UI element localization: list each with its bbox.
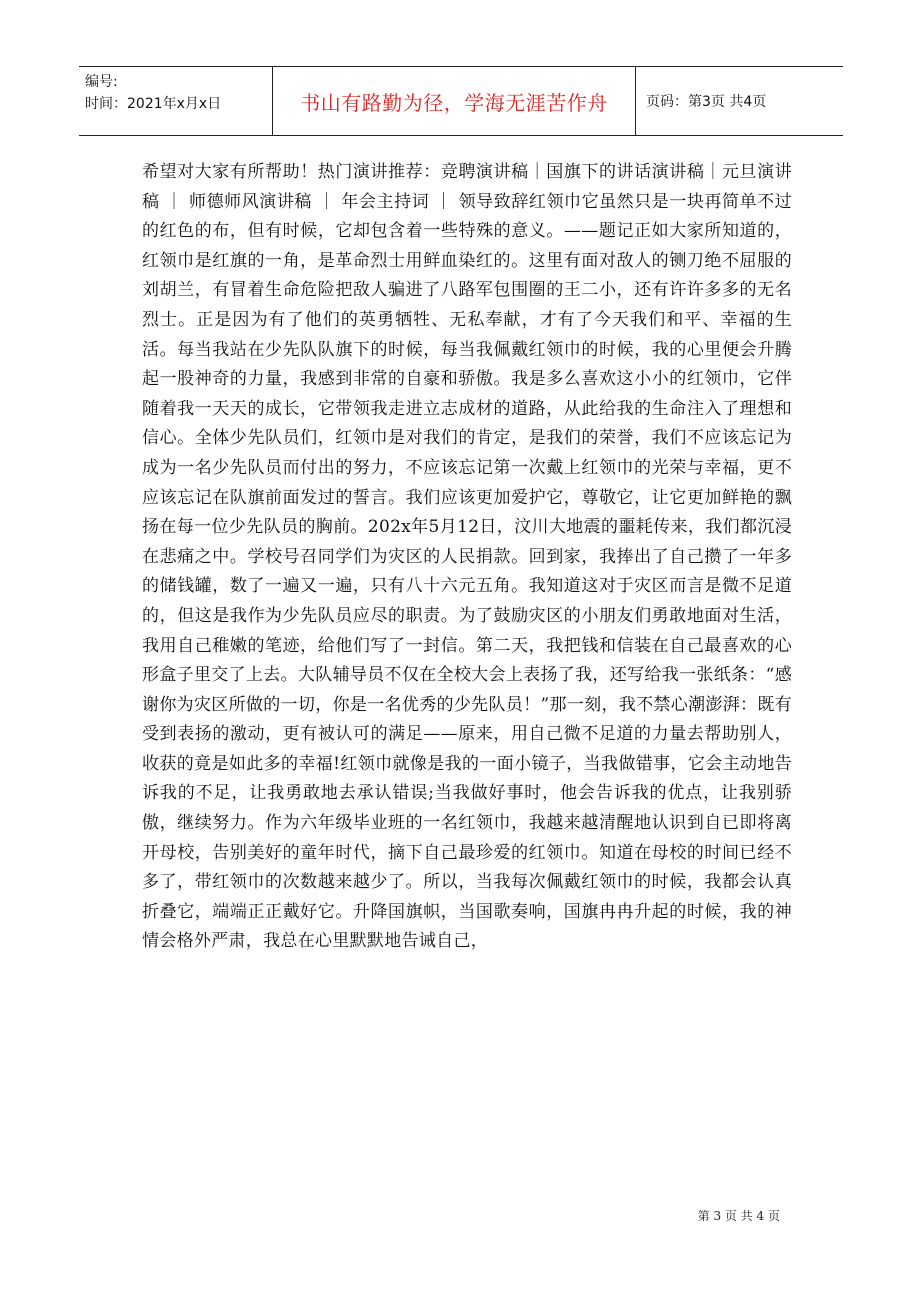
document-header	[79, 66, 843, 136]
header-motto: 书山有路勤为径，学海无涯苦作舟	[273, 67, 636, 135]
header-page-info: 页码：第3页 共4页	[646, 94, 767, 110]
header-meta	[79, 67, 273, 135]
page-footer: 第 3 页 共 4 页	[697, 1209, 780, 1223]
date-label: 时间：2021年x月x日	[85, 96, 222, 112]
body-paragraph: 希望对大家有所帮助！热门演讲推荐：竞聘演讲稿｜国旗下的讲话演讲稿｜元旦演讲稿 ｜ 师德师风演讲稿 ｜ 年会主持词 ｜ 领导致辞红领巾它虽然只是一块再简单不过的红色的布，但有时候，它却包含着一些特殊的意义。——题记正如大家所知道的，红领巾是红旗的一角，是革命烈士用鲜血染红的。这里有面对敌人的铡刀绝不屈服的刘胡兰，有冒着生命危险把敌人骗进了八路军包围圈的王二小，还有许许多多的无名烈士。正是因为有了他们的英勇牺牲、无私奉献，才有了今天我们和平、幸福的生活。每当我站在少先队队旗下的时候，每当我佩戴红领巾的时候，我的心里便会升腾起一股神奇的力量，我感到非常的自豪和骄傲。我是多么喜欢这小小的红领巾，它伴随着我一天天的成长，它带领我走进立志成材的道路，从此给我的生命注入了理想和信心。全体少先队员们，红领巾是对我们的肯定，是我们的荣誉，我们不应该忘记为成为一名少先队员而付出的努力，不应该忘记第一次戴上红领巾的光荣与幸福，更不应该忘记在队旗前面发过的誓言。我们应该更加爱护它，尊敬它，让它更加鲜艳的飘扬在每一位少先队员的胸前。202x年5月12日，汶川大地震的噩耗传来，我们都沉浸在悲痛之中。学校号召同学们为灾区的人民捐款。回到家，我捧出了自己攒了一年多的储钱罐，数了一遍又一遍，只有八十六元五角。我知道这对于灾区而言是微不足道的，但这是我作为少先队员应尽的职责。为了鼓励灾区的小朋友们勇敢地面对生活，我用自己稚嫩的笔迹，给他们写了一封信。第二天，我把钱和信装在自己最喜欢的心形盒子里交了上去。大队辅导员不仅在全校大会上表扬了我，还写给我一张纸条：“感谢你为灾区所做的一切，你是一名优秀的少先队员！”那一刻，我不禁心潮澎湃：既有受到表扬的激动，更有被认可的满足——原来，用自己微不足道的力量去帮助别人，收获的竟是如此多的幸福!红领巾就像是我的一面小镜子，当我做错事，它会主动地告诉我的不足，让我勇敢地去承认错误;当我做好事时，他会告诉我的优点，让我别骄傲，继续努力。作为六年级毕业班的一名红领巾，我越来越清醒地认识到自已即将离开母校，告别美好的童年时代，摘下自己最珍爱的红领巾。知道在母校的时间已经不多了，带红领巾的次数越来越少了。所以，当我每次佩戴红领巾的时候，我都会认真折叠它，端端正正戴好它。升降国旗帜，当国歌奏响，国旗冉冉升起的时候，我的神情会格外严肃，我总在心里默默地告诫自己，	[142, 162, 792, 952]
document-body	[142, 158, 792, 957]
serial-number-label: 编号:	[85, 74, 118, 90]
